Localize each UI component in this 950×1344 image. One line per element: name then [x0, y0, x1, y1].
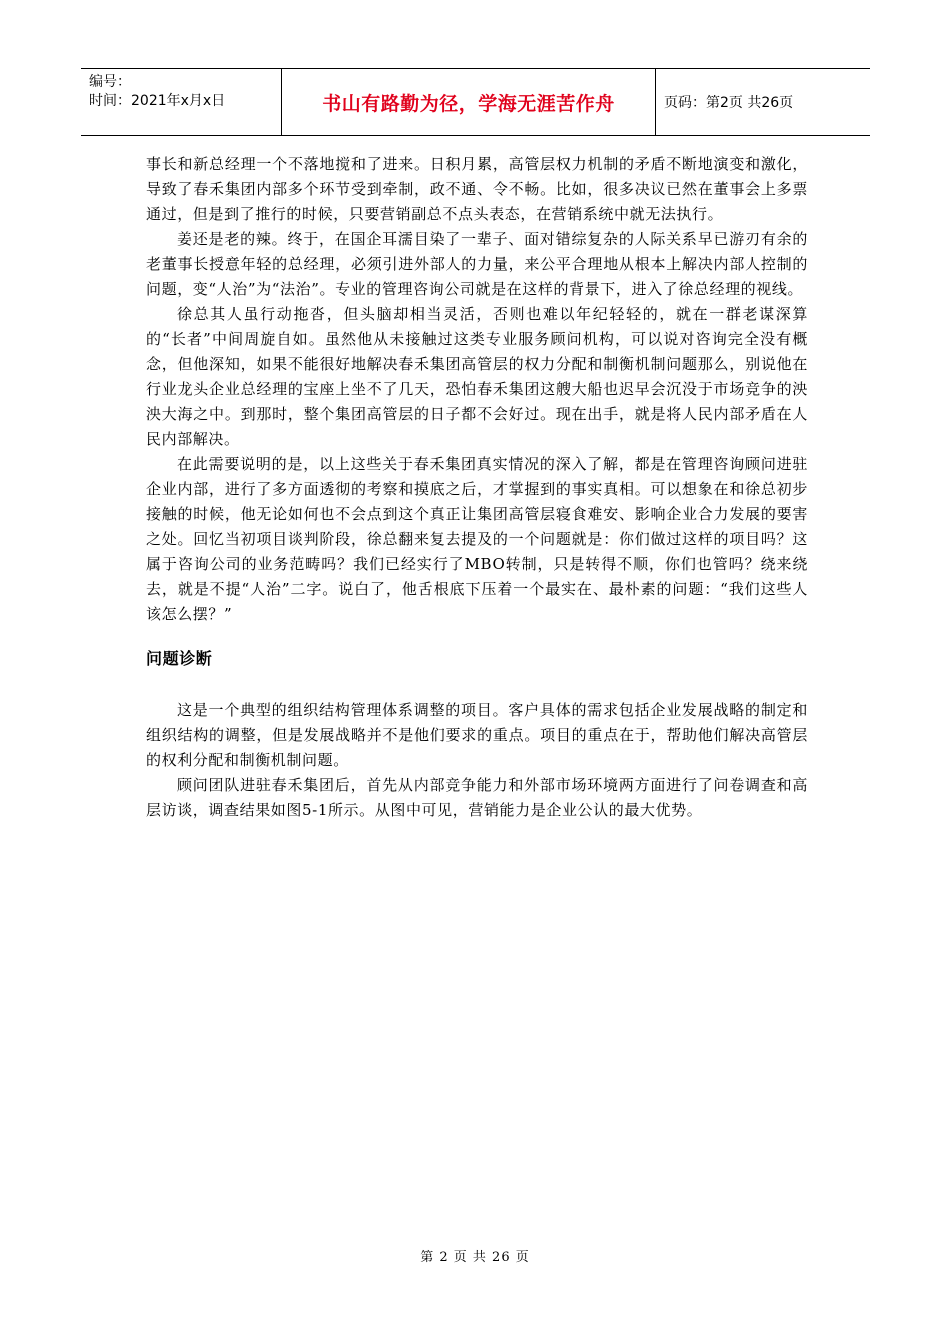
- document-body: [146, 152, 808, 823]
- header-page-info: 页码：第2页 共26页: [664, 95, 794, 111]
- document-number-label: 编号：: [89, 74, 131, 90]
- section-heading: 问题诊断: [146, 649, 213, 668]
- header-motto: 书山有路勤为径，学海无涯苦作舟: [282, 69, 656, 135]
- body-paragraph: 姜还是老的辣。终于，在国企耳濡目染了一辈子、面对错综复杂的人际关系早已游刃有余的老董事长授意年轻的总经理，必须引进外部人的力量，来公平合理地从根本上解决内部人控制的问题，变“人治”为“法治”。专业的管理咨询公司就是在这样的背景下，进入了徐总经理的视线。: [146, 230, 808, 298]
- body-paragraph: 在此需要说明的是，以上这些关于春禾集团真实情况的深入了解，都是在管理咨询顾问进驻企业内部，进行了多方面透彻的考察和摸底之后，才掌握到的事实真相。可以想象在和徐总初步接触的时候，他无论如何也不会点到这个真正让集团高管层寝食难安、影响企业合力发展的要害之处。回忆当初项目谈判阶段，徐总翻来复去提及的一个问题就是：你们做过这样的项目吗？这属于咨询公司的业务范畴吗？我们已经实行了MBO转制，只是转得不顺，你们也管吗？绕来绕去，就是不提“人治”二字。说白了，他舌根底下压着一个最实在、最朴素的问题：“我们这些人该怎么摆？”: [146, 455, 808, 623]
- document-date: 时间：2021年x月x日: [89, 93, 226, 109]
- page-footer: 第 2 页 共 26 页: [420, 1250, 530, 1265]
- body-paragraph: 这是一个典型的组织结构管理体系调整的项目。客户具体的需求包括企业发展战略的制定和组织结构的调整，但是发展战略并不是他们要求的重点。项目的重点在于，帮助他们解决高管层的权利分配和制衡机制问题。: [146, 701, 808, 769]
- header-meta-cell: [81, 69, 282, 135]
- body-paragraph: 事长和新总经理一个不落地搅和了进来。日积月累，高管层权力机制的矛盾不断地演变和激化，导致了春禾集团内部多个环节受到牵制，政不通、令不畅。比如，很多决议已然在董事会上多票通过，但是到了推行的时候，只要营销副总不点头表态，在营销系统中就无法执行。: [146, 155, 808, 223]
- body-paragraph: 顾问团队进驻春禾集团后，首先从内部竞争能力和外部市场环境两方面进行了问卷调查和高层访谈，调查结果如图5-1所示。从图中可见，营销能力是企业公认的最大优势。: [146, 776, 808, 819]
- page-header: [81, 68, 870, 136]
- body-paragraph: 徐总其人虽行动拖沓，但头脑却相当灵活，否则也难以年纪轻轻的，就在一群老谋深算的“长者”中间周旋自如。虽然他从未接触过这类专业服务顾问机构，可以说对咨询完全没有概念，但他深知，如果不能很好地解决春禾集团高管层的权力分配和制衡机制问题那么，别说他在行业龙头企业总经理的宝座上坐不了几天，恐怕春禾集团这艘大船也迟早会沉没于市场竞争的泱泱大海之中。到那时，整个集团高管层的日子都不会好过。现在出手，就是将人民内部矛盾在人民内部解决。: [146, 305, 808, 448]
